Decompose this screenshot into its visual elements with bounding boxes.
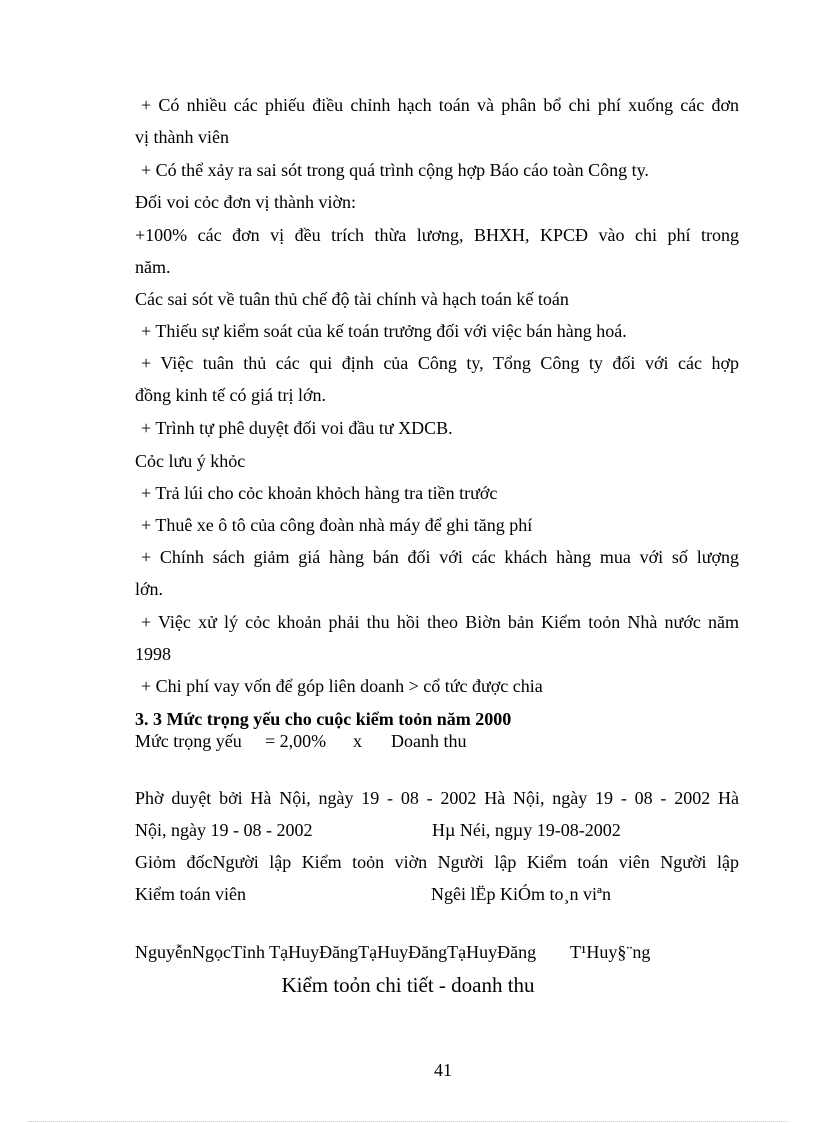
signer-titles-line-2: Kiểm toán viên — [135, 884, 246, 904]
footer-divider — [28, 1121, 788, 1122]
text-line-17: + Việc xử lý cỏc khoản phải thu hồi theo Biờn bản Kiểm toỏn Nhà nước năm — [141, 612, 739, 632]
text-line-16: lớn. — [135, 579, 164, 599]
text-line-13: + Trả lúi cho cỏc khoản khỏch hàng tra tiền trước — [141, 483, 498, 503]
signer-names-legacy: T¹Huy§¨ng — [570, 942, 651, 962]
text-line-1: + Có nhiều các phiếu điều chỉnh hạch toán và phân bổ chi phí xuống các đơn — [141, 95, 739, 115]
section-subtitle: Kiểm toỏn chi tiết - doanh thu — [281, 973, 535, 997]
text-line-5: +100% các đơn vị đều trích thừa lương, BHXH, KPCĐ vào chi phí trong — [135, 225, 739, 245]
text-line-3: + Có thể xảy ra sai sót trong quá trình cộng hợp Báo cáo toàn Công ty. — [141, 160, 649, 180]
section-heading: 3. 3 Mức trọng yếu cho cuộc kiểm toỏn năm 2000 — [135, 709, 512, 729]
formula-times: x — [353, 731, 362, 751]
text-line-7: Các sai sót về tuân thủ chế độ tài chính và hạch toán kế toán — [135, 289, 569, 309]
text-line-8: + Thiếu sự kiểm soát của kế toán trưởng đối với việc bán hàng hoá. — [141, 321, 627, 341]
text-line-14: + Thuê xe ô tô của công đoàn nhà máy để ghi tăng phí — [141, 515, 533, 535]
approval-line-2-legacy: Hµ Néi, ngµy 19-08-2002 — [432, 820, 621, 840]
formula-base: Doanh thu — [391, 731, 467, 751]
text-line-2: vị thành viên — [135, 127, 229, 147]
text-line-12: Cỏc lưu ý khỏc — [135, 451, 246, 471]
formula-label: Mức trọng yếu — [135, 731, 242, 751]
text-line-6: năm. — [135, 257, 171, 277]
formula-rate: = 2,00% — [265, 731, 327, 751]
text-line-15: + Chính sách giảm giá hàng bán đối với các khách hàng mua với số lượng — [141, 547, 739, 567]
approval-line-2: Nội, ngày 19 - 08 - 2002 — [135, 820, 313, 840]
signer-titles-line-1: Giỏm đốcNgười lập Kiểm toỏn viờn Người lập Kiểm toán viên Người lập — [135, 852, 739, 872]
signer-titles-line-2-legacy: Ngêi lËp KiÓm to¸n viªn — [431, 884, 611, 904]
approval-line-1: Phờ duyệt bởi Hà Nội, ngày 19 - 08 - 2002 Hà Nội, ngày 19 - 08 - 2002 Hà — [135, 788, 739, 808]
text-line-10: đồng kinh tế có giá trị lớn. — [135, 385, 326, 405]
text-line-11: + Trình tự phê duyệt đối voi đầu tư XDCB. — [141, 418, 453, 438]
text-line-4: Đối voi cỏc đơn vị thành viờn: — [135, 192, 357, 212]
materiality-formula — [135, 730, 739, 752]
text-line-18: 1998 — [135, 644, 171, 664]
signer-names: NguyễnNgọcTỉnh TạHuyĐăngTạHuyĐăngTạHuyĐăng — [135, 942, 537, 962]
text-line-19: + Chi phí vay vốn để góp liên doanh > cổ tức được chia — [141, 676, 543, 696]
text-line-9: + Việc tuân thủ các qui định của Công ty, Tổng Công ty đối với các hợp — [141, 353, 739, 373]
page-number: 41 — [434, 1060, 452, 1080]
